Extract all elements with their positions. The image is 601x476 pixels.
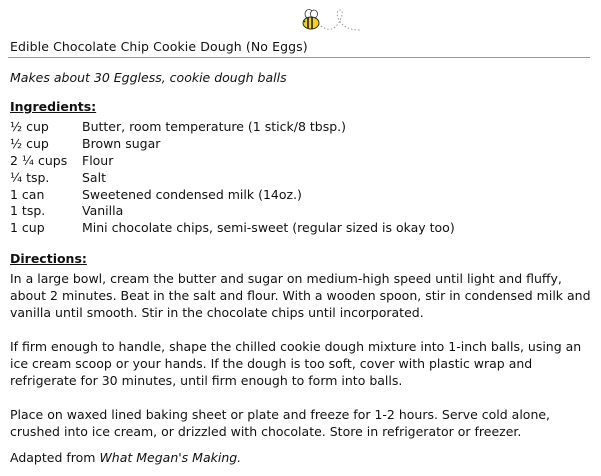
ingredient-quantity: ½ cup: [10, 135, 49, 151]
ingredients-heading: Ingredients:: [10, 99, 97, 114]
ingredient-name: Vanilla: [82, 203, 124, 219]
recipe-credit: [10, 450, 241, 465]
ingredient-quantity: ½ cup: [10, 119, 49, 134]
direction-step-2: If firm enough to handle, shape the chilled cookie dough mixture into 1-inch balls, using an ice cream scoop or your hands. If the dough is too soft, cover with plastic wrap and refrigerate for 30 minutes, until firm enough to form into balls.: [10, 339, 582, 388]
ingredient-name: Brown sugar: [82, 135, 161, 151]
directions-heading: Directions:: [10, 251, 87, 266]
ingredient-name: Salt: [82, 169, 106, 185]
direction-step-1: In a large bowl, cream the butter and sugar on medium-high speed until light and fluffy, about 2 minutes. Beat in the salt and flour. With a wooden spoon, stir in condensed milk and vanilla until smooth. Stir in the chocolate chips until incorporated.: [10, 271, 591, 320]
credit-source: What Megan's Making.: [99, 450, 242, 465]
ingredient-quantity: 1 tsp.: [10, 203, 46, 219]
recipe-yield: Makes about 30 Eggless, cookie dough balls: [10, 70, 287, 85]
ingredient-quantity: 2 ¼ cups: [10, 152, 68, 168]
title-divider: [8, 57, 590, 58]
ingredient-name: Butter, room temperature (1 stick/8 tbsp.): [82, 119, 347, 134]
ingredient-quantity: 1 cup: [10, 220, 45, 236]
ingredient-name: Flour: [82, 152, 114, 168]
bee-icon: [298, 6, 360, 36]
direction-step-3: Place on waxed lined baking sheet or plate and freeze for 1-2 hours. Serve cold alone, crushed into ice cream, or drizzled with chocolate. Store in refrigerator or freezer.: [10, 407, 551, 439]
credit-prefix: Adapted from: [10, 450, 100, 465]
ingredient-quantity: ¼ tsp.: [10, 169, 50, 185]
recipe-title: Edible Chocolate Chip Cookie Dough (No Eggs): [10, 39, 308, 54]
ingredient-name: Sweetened condensed milk (14oz.): [82, 186, 302, 202]
ingredient-name: Mini chocolate chips, semi-sweet (regular sized is okay too): [82, 220, 455, 236]
ingredient-quantity: 1 can: [10, 186, 45, 202]
